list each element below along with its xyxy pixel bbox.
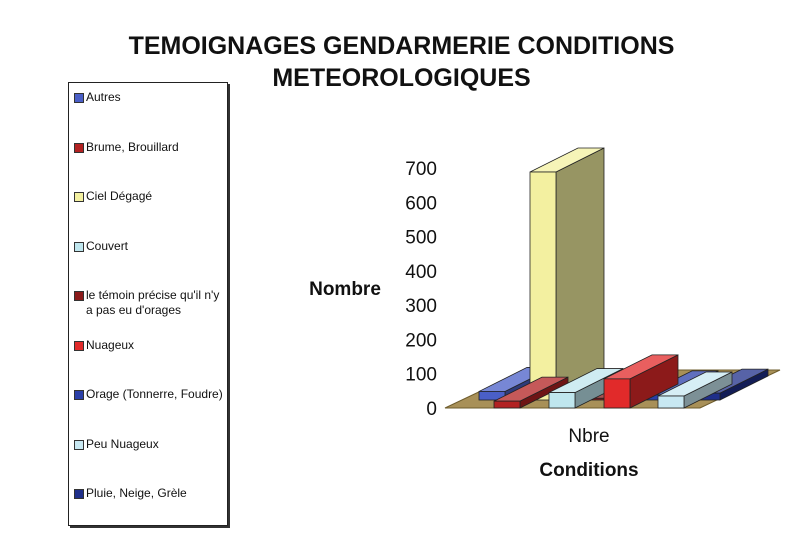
y-axis-title: Nombre [309, 279, 381, 300]
legend-label: Couvert [86, 238, 129, 253]
bar-front [658, 396, 684, 408]
y-tick-label: 0 [426, 399, 437, 420]
bar-front [549, 393, 575, 408]
legend-label: le témoin précise qu'il n'y a pas eu d'orages [86, 288, 220, 317]
bar [530, 148, 604, 400]
bar-front [494, 401, 520, 408]
y-tick-label: 700 [405, 159, 437, 180]
legend-label: Orage (Tonnerre, Foudre) [86, 387, 223, 401]
legend-label: Autres [86, 90, 121, 104]
y-tick-label: 200 [405, 330, 437, 352]
y-tick-label: 400 [405, 261, 437, 283]
y-tick-label: 500 [405, 227, 437, 249]
bar-front [604, 379, 630, 408]
y-tick-label: 100 [405, 364, 437, 386]
bar-front [530, 172, 556, 400]
chart-title-line-2: METEOROLOGIQUES [272, 64, 531, 92]
legend-label: Nuageux [86, 337, 135, 352]
x-category-label: Nbre [568, 426, 610, 447]
bar-side [556, 148, 604, 400]
legend-label: Ciel Dégagé [86, 189, 153, 203]
legend-label: Brume, Brouillard [86, 139, 179, 154]
chart-title-line-1: TEMOIGNAGES GENDARMERIE CONDITIONS [128, 32, 675, 60]
y-tick-label: 300 [405, 296, 437, 318]
x-axis-title: Conditions [539, 460, 639, 481]
legend-label: Peu Nuageux [86, 436, 159, 451]
legend-label: Pluie, Neige, Grèle [86, 486, 187, 500]
y-tick-label: 600 [405, 193, 437, 215]
